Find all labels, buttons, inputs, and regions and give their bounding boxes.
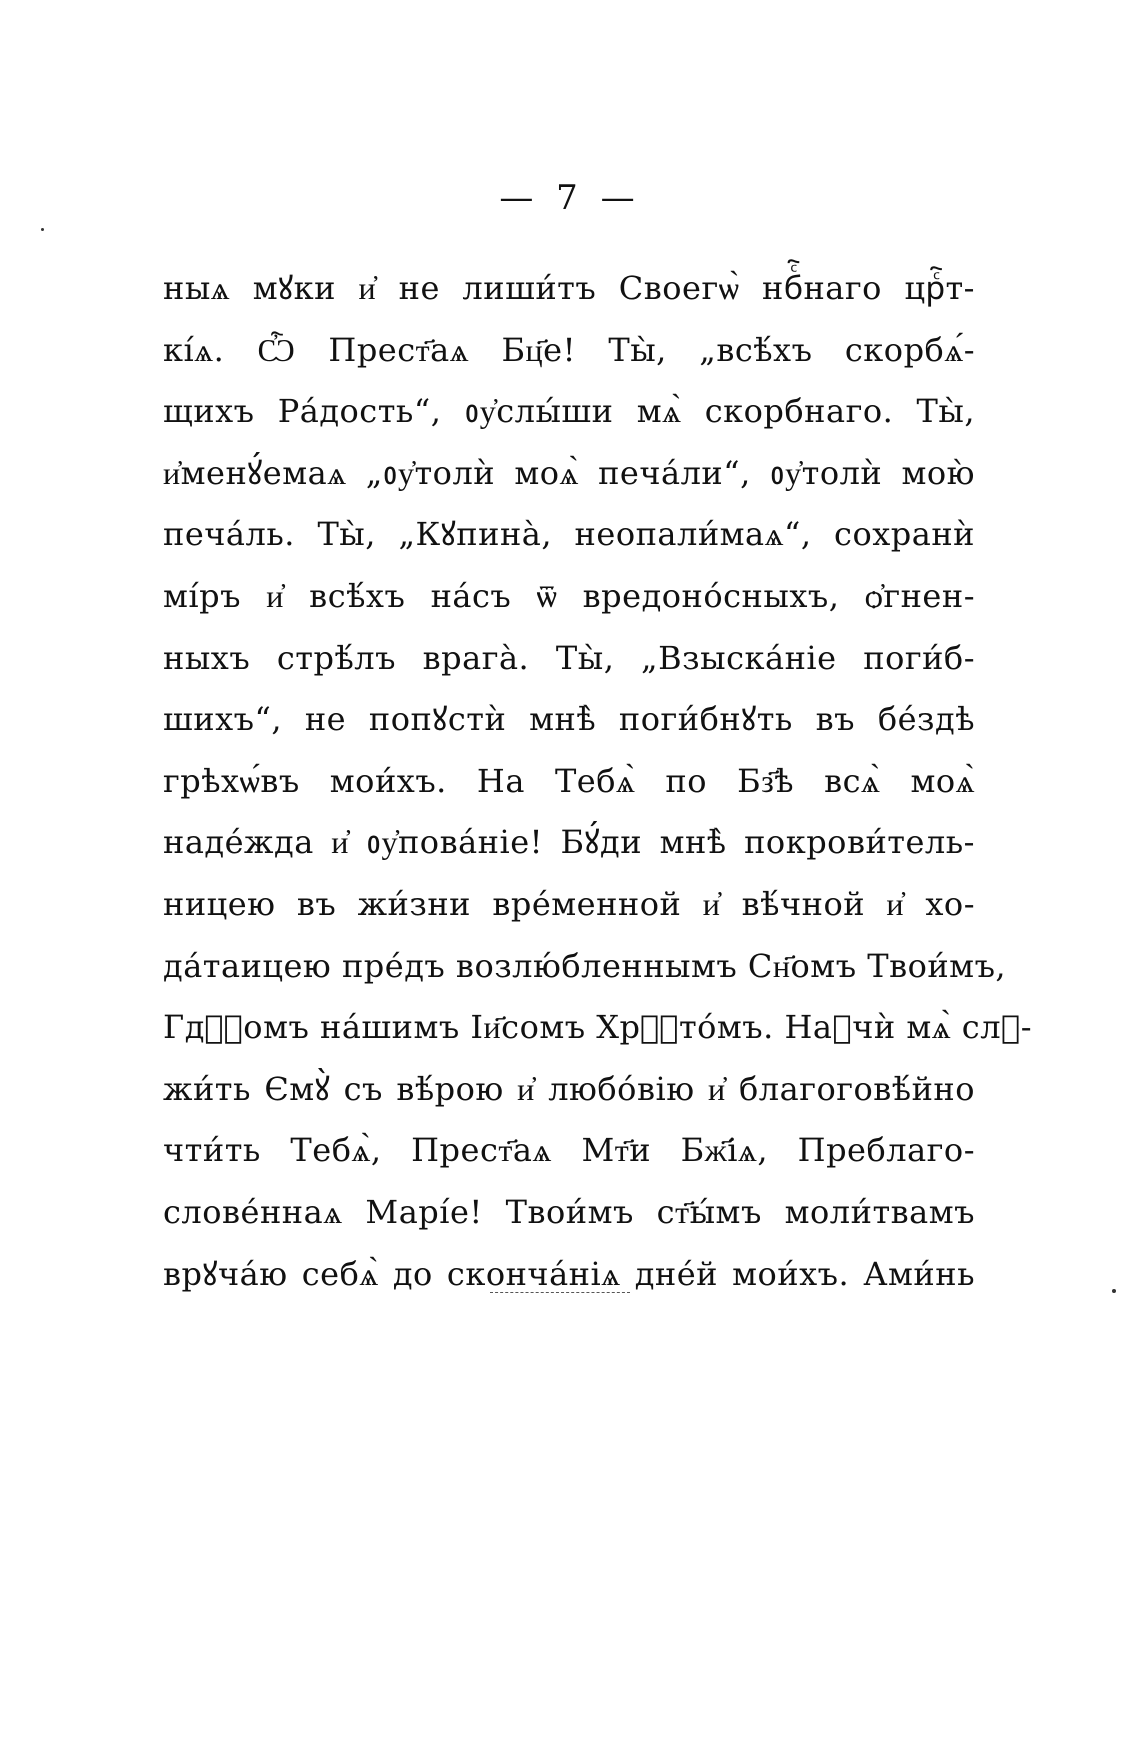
text-line: ныѧ мꙋки и҆ не лиши́тъ Своегѡ̀ нбⷭ҇наго црⷭ҇т- — [163, 269, 975, 307]
paper-speck — [1112, 1289, 1116, 1293]
page-number: — 7 — — [499, 178, 641, 218]
prayer-text — [163, 258, 1033, 1305]
text-line: Гдⷭ҇омъ на́шимъ Іи҃сомъ Хрⷭ҇то́мъ. Наꙋчѝ мѧ̀ слꙋ- — [163, 1008, 1033, 1047]
text-line: чти́ть Тебѧ̀, Прест҃аѧ Мт҃и Бж҃іѧ, Преблаго- — [163, 1131, 975, 1170]
text-line: щихъ Ра́дость“, ᲂу҆слы́ши мѧ̀ скорбнаго. Ты̀, — [163, 392, 975, 431]
text-line: жи́ть Ємꙋ̀ съ вѣ́рою и҆ любо́вію и҆ благоговѣ́йно — [163, 1069, 975, 1108]
text-line: грѣхѡ́въ мои́хъ. На Тебѧ̀ по Бз҃ѣ всѧ̀ моѧ̀ — [163, 761, 975, 800]
text-line: печа́ль. Ты̀, „Кꙋпина̀, неопали́маѧ“, сохранѝ — [163, 515, 975, 554]
text-line: ныхъ стрѣ́лъ врага̀. Ты̀, „Взыска́ніе поги́б- — [163, 638, 975, 677]
text-line: врꙋча́ю себѧ̀ до сконча́ніѧ дне́й мои́хъ. Ами́нь — [163, 1254, 975, 1293]
text-line: да́таицею пре́дъ возлю́бленнымъ Сн҃омъ Твои́мъ, — [163, 946, 1007, 985]
end-rule — [490, 1292, 630, 1293]
text-line: ницею въ жи́зни вре́менной и҆ вѣ́чной и҆ хо- — [163, 884, 975, 923]
text-line: и҆менꙋ́емаѧ „ᲂу҆толѝ моѧ̀ печа́ли“, ᲂу҆толѝ мою̀ — [163, 453, 975, 492]
paper-speck — [41, 228, 44, 231]
text-line: кі́ѧ. Ѽ Прест҃аѧ Бц҃е! Ты̀, „всѣ́хъ скорбѧ́- — [163, 330, 975, 369]
text-line: наде́жда и҆ ᲂу҆пова́ніе! Бꙋ́ди мнѣ̀ покрови́тель- — [163, 823, 975, 862]
text-line: мі́ръ и҆ всѣ́хъ на́съ ѿ вредоно́сныхъ, ѻ҆гнен- — [163, 576, 975, 615]
text-line: шихъ“, не попꙋстѝ мнѣ̀ поги́бнꙋть въ бе́здѣ — [163, 700, 975, 739]
text-line: слове́ннаѧ Марі́е! Твои́мъ ст҃ы́мъ моли́твамъ — [163, 1192, 975, 1231]
